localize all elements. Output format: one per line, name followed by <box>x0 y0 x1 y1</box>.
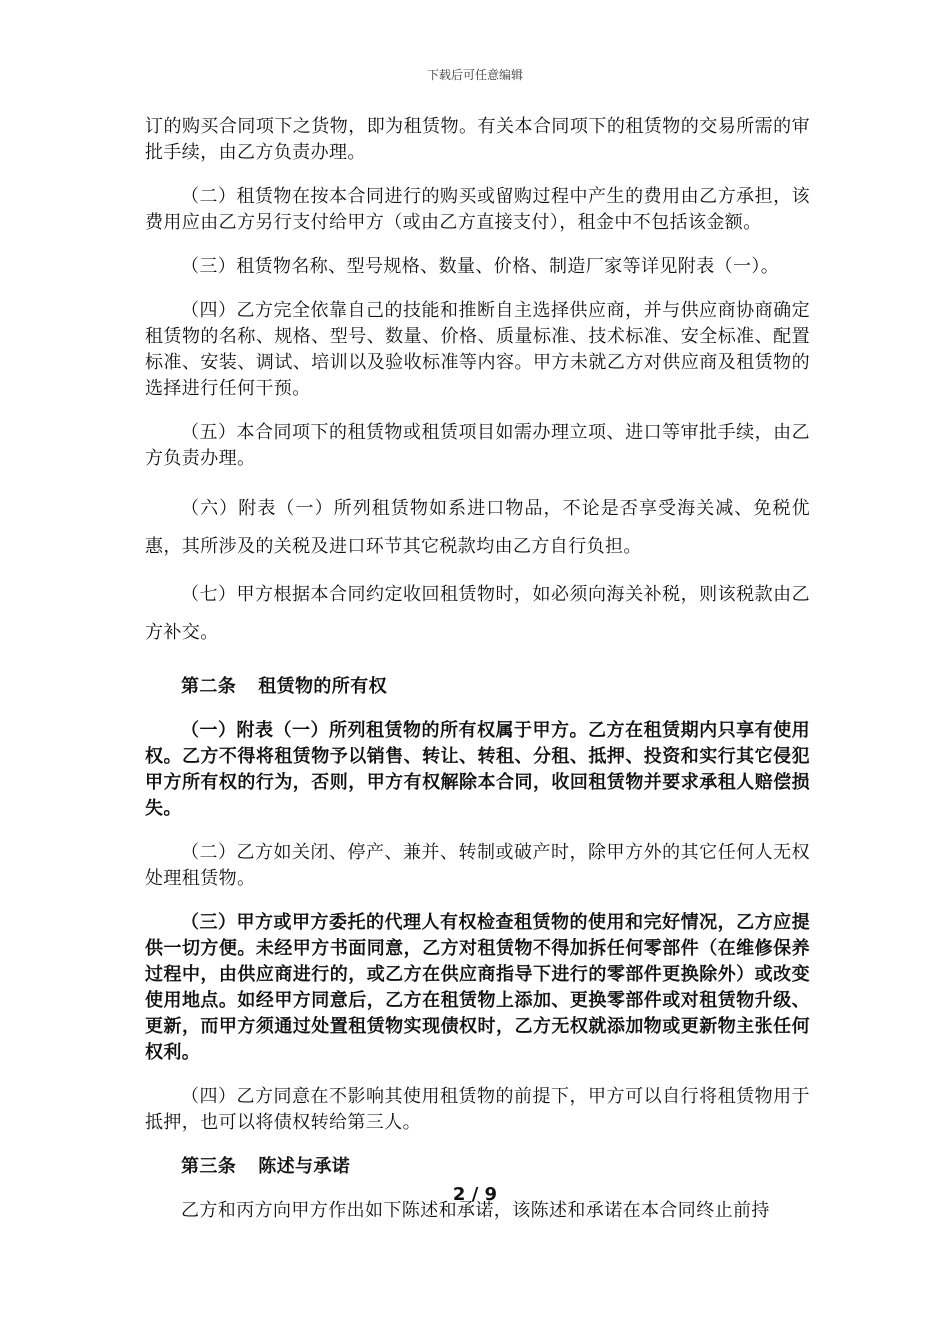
article-3-title: 陈述与承诺 <box>258 1156 351 1177</box>
paragraph-item-2: （二）租赁物在按本合同进行的购买或留购过程中产生的费用由乙方承担，该费用应由乙方另行支付给甲方（或由乙方直接支付），租金中不包括该金额。 <box>145 186 810 233</box>
paragraph-item-5: （五）本合同项下的租赁物或租赁项目如需办理立项、进口等审批手续，由乙方负责办理。 <box>145 422 810 469</box>
paragraph-ownership-2: （二）乙方如关闭、停产、兼并、转制或破产时，除甲方外的其它任何人无权处理租赁物。 <box>145 842 810 889</box>
paragraph-ownership-3: （三）甲方或甲方委托的代理人有权检查租赁物的使用和完好情况，乙方应提供一切方便。未经甲方书面同意，乙方对租赁物不得加拆任何零部件（在维修保养过程中，由供应商进行的，或乙方在供应商指导下进行的零部件更换除外）或改变使用地点。如经甲方同意后，乙方在租赁物上添加、更换零部件或对租赁物升级、更新，而甲方须通过处置租赁物实现债权时，乙方无权就添加物或更新物主张任何权利。 <box>145 912 810 1063</box>
article-3-number: 第三条 <box>181 1156 237 1177</box>
paragraph-ownership-1: （一）附表（一）所列租赁物的所有权属于甲方。乙方在租赁期内只享有使用权。乙方不得将租赁物予以销售、转让、转租、分租、抵押、投资和实行其它侵犯甲方所有权的行为，否则，甲方有权解除本合同，收回租赁物并要求承租人赔偿损失。 <box>145 720 810 819</box>
paragraph-representations: 乙方和丙方向甲方作出如下陈述和承诺，该陈述和承诺在本合同终止前持 <box>181 1200 770 1221</box>
paragraph-item-7: （七）甲方根据本合同约定收回租赁物时，如必须向海关补税，则该税款由乙方补交。 <box>145 584 810 643</box>
article-2-heading <box>181 674 810 700</box>
article-2-title: 租赁物的所有权 <box>258 676 388 697</box>
document-body <box>145 114 810 1242</box>
paragraph-item-3: （三）租赁物名称、型号规格、数量、价格、制造厂家等详见附表（一）。 <box>181 256 780 277</box>
article-3-heading <box>181 1154 810 1180</box>
paragraph-item-6: （六）附表（一）所列租赁物如系进口物品，不论是否享受海关减、免税优惠，其所涉及的关税及进口环节其它税款均由乙方自行负担。 <box>145 498 810 557</box>
article-2-number: 第二条 <box>181 676 237 697</box>
paragraph-item-4: （四）乙方完全依靠自己的技能和推断自主选择供应商，并与供应商协商确定租赁物的名称、规格、型号、数量、价格、质量标准、技术标准、安全标准、配置标准、安装、调试、培训以及验收标准等内容。甲方未就乙方对供应商及租赁物的选择进行任何干预。 <box>145 300 810 399</box>
page-number: 2 / 9 <box>452 1184 498 1205</box>
paragraph-continuation: 订的购买合同项下之货物，即为租赁物。有关本合同项下的租赁物的交易所需的审批手续，由乙方负责办理。 <box>145 116 810 163</box>
paragraph-ownership-4: （四）乙方同意在不影响其使用租赁物的前提下，甲方可以自行将租赁物用于抵押，也可以将债权转给第三人。 <box>145 1086 810 1133</box>
page-header-note: 下载后可任意编辑 <box>426 68 523 82</box>
